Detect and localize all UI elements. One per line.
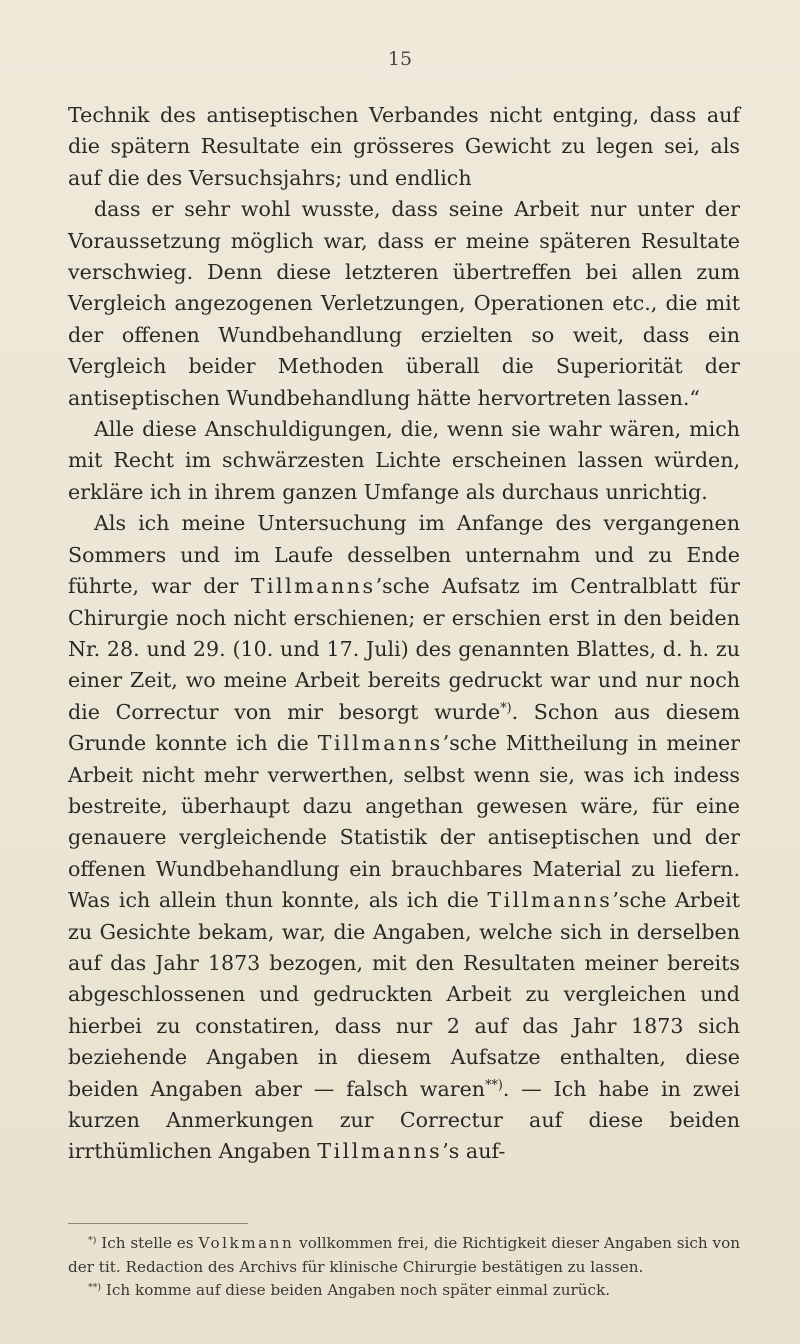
paragraph-4-text-5: ’sche Arbeit zu Gesichte bekam, war, die Angaben, welche sich in derselben auf das Jahr 1873 bezogen, mit den Resultaten meiner bereits abgeschlossenen und gedruckten Arbeit zu vergleichen und hierbei zu constatiren, dass nur 2 auf das Jahr 1873 sich beziehende Angaben in diesem Aufsatze enthalten, diese beiden Angaben aber — falsch waren	[68, 888, 741, 1101]
paragraph-1	[68, 100, 740, 194]
author-name-tillmanns: Tillmanns	[487, 888, 613, 913]
paragraph-4-text-1: Als ich meine Untersuchung im Anfange des vergangenen Sommers und im Laufe desselben unternahm und zu Ende führte, war der	[68, 511, 740, 599]
paragraph-3	[68, 414, 740, 508]
footnote-ref-2: **)	[485, 1077, 503, 1093]
page-number: 15	[387, 48, 413, 70]
footnote-marker-1: *)	[88, 1234, 97, 1246]
paragraph-2-text: dass er sehr wohl wusste, dass seine Arbeit nur unter der Voraussetzung möglich war, dass er meine späteren Resultate verschwieg. Denn diese letzteren übertreffen bei allen zum Vergleich angezogenen Verletzungen, Operationen etc., die mit der offenen Wundbehandlung erzielten so weit, dass ein Vergleich beider Methoden überall die Superiorität der antiseptischen Wundbehandlung hätte hervortreten lassen.“	[68, 197, 740, 410]
footnote-1-text-2: vollkommen frei, die Richtigkeit dieser Angaben sich von der tit. Redaction des Archivs für klinische Chirurgie bestätigen zu lassen.	[68, 1234, 741, 1276]
paragraph-4-text-2: ’sche Aufsatz im Centralblatt für Chirurgie noch nicht erschienen; er erschien erst in den beiden Nr. 28. und 29. (10. und 17. Juli) des genannten Blattes, d. h. zu einer Zeit, wo meine Arbeit bereits gedruckt war und nur noch die Correctur von mir besorgt wurde	[68, 574, 741, 724]
author-name-tillmanns: Tillmanns	[250, 574, 376, 599]
paragraph-2	[68, 194, 740, 414]
paragraph-4	[68, 508, 740, 1168]
footnote-1	[68, 1232, 740, 1279]
paragraph-4-text-4: ’sche Mittheilung in meiner Arbeit nicht mehr verwerthen, selbst wenn sie, was ich indess bestreite, überhaupt dazu angethan gewesen wäre, für eine genauere vergleichende Statistik der antiseptischen und der offenen Wundbehandlung ein brauchbares Material zu liefern. Was ich allein thun konnte, als ich die	[68, 731, 741, 913]
main-text	[68, 100, 740, 1168]
paragraph-3-text: Alle diese Anschuldigungen, die, wenn sie wahr wären, mich mit Recht im schwärzesten Lichte erscheinen lassen würden, erkläre ich in ihrem ganzen Umfange als durchaus unrichtig.	[68, 417, 740, 504]
paragraph-1-text: Technik des antiseptischen Verbandes nicht entging, dass auf die spätern Resultate ein grösseres Gewicht zu legen sei, als auf die des Versuchsjahrs; und endlich	[68, 103, 740, 190]
footnote-ref-1: *)	[500, 700, 512, 716]
author-name-volkmann: Volkmann	[198, 1234, 295, 1252]
footnote-2	[68, 1279, 740, 1303]
paragraph-4-text-6: . — Ich habe in zwei kurzen Anmerkungen zur Correctur auf diese beiden irrthümlichen Angaben	[68, 1076, 740, 1164]
footnote-2-text: Ich komme auf diese beiden Angaben noch später einmal zurück.	[105, 1281, 611, 1299]
paragraph-4-text-7: ’s auf-	[442, 1139, 506, 1164]
author-name-tillmanns: Tillmanns	[317, 1139, 443, 1164]
footnotes	[68, 1232, 740, 1303]
footnote-marker-2: **)	[88, 1281, 102, 1293]
footnote-divider	[68, 1223, 248, 1224]
paragraph-4-text-3: . Schon aus diesem Grunde konnte ich die	[68, 699, 740, 756]
author-name-tillmanns: Tillmanns	[317, 731, 443, 756]
footnote-1-text-1: Ich stelle es	[101, 1234, 194, 1252]
